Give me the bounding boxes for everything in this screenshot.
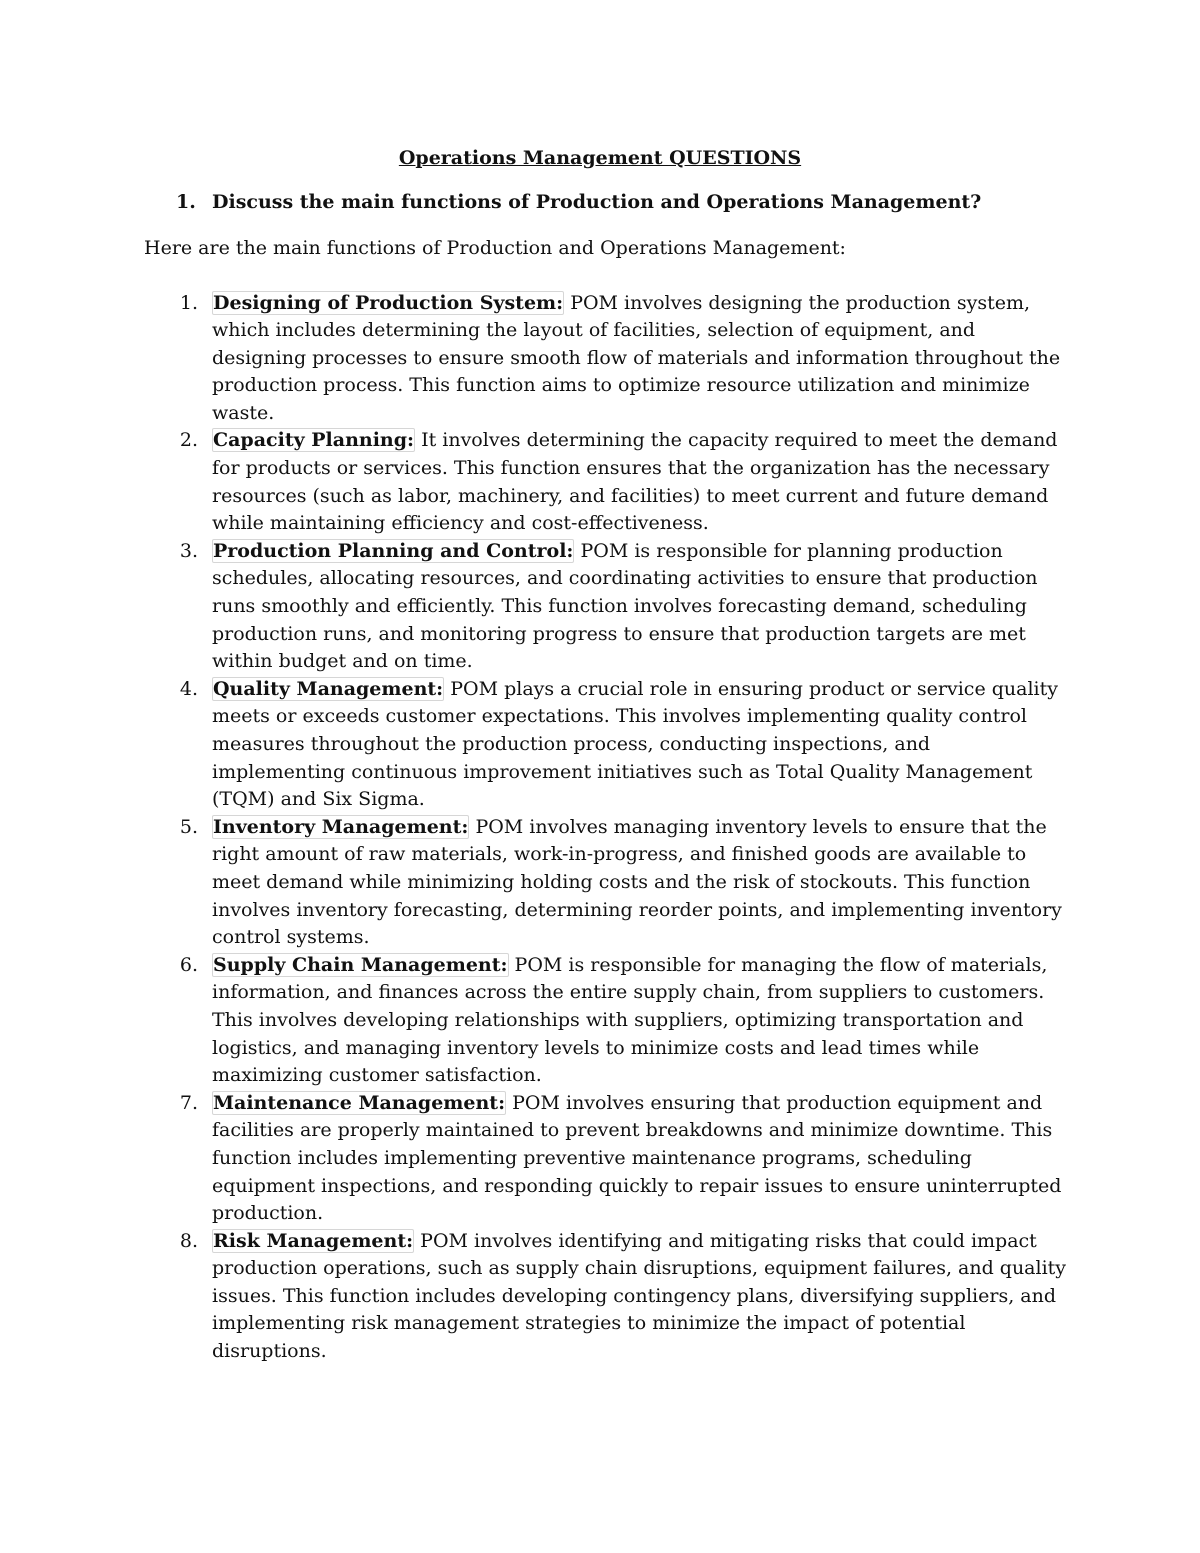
question-heading [176, 188, 981, 216]
list-item-text: POM involves designing the production system, which includes determining the layout of facilities, selection of equipment, and designing processes to ensure smooth flow of materials and information throughout the production process. This function aims to optimize resource utilization and minimize waste. [212, 291, 1061, 424]
list-item-number: 4. [179, 677, 198, 700]
list-item-number: 1. [179, 291, 198, 314]
question-number: 1. [176, 191, 196, 213]
intro-paragraph: Here are the main functions of Production and Operations Management: [144, 237, 846, 259]
list-item-term: Risk Management: [213, 1229, 414, 1252]
list-item-number: 5. [179, 815, 198, 838]
list-item-term: Capacity Planning: [213, 429, 415, 452]
list-item-term: Inventory Management: [213, 815, 469, 838]
list-item [168, 538, 1068, 676]
list-item [168, 952, 1068, 1090]
list-item-number: 3. [179, 539, 198, 562]
list-item-text: POM is responsible for managing the flow of materials, information, and finances across the entire supply chain, from suppliers to customers. This involves developing relationships with suppliers, optimizing transportation and logistics, and managing inventory levels to minimize costs and lead times while maximizing customer satisfaction. [212, 953, 1048, 1087]
list-item-term: Quality Management: [213, 677, 444, 700]
list-item-number: 8. [179, 1229, 198, 1252]
list-item-text: POM is responsible for planning production schedules, allocating resources, and coordinating activities to ensure that production runs smoothly and efficiently. This function involves forecasting demand, scheduling production runs, and monitoring progress to ensure that production targets are met within budget and on time. [212, 539, 1038, 673]
list-item-term: Designing of Production System: [213, 291, 564, 314]
list-item-term: Supply Chain Management: [213, 953, 508, 976]
functions-list [168, 290, 1068, 1366]
list-item-term: Production Planning and Control: [213, 539, 574, 562]
list-item-term: Maintenance Management: [213, 1091, 506, 1114]
list-item [168, 676, 1068, 814]
list-item [168, 1228, 1068, 1366]
list-item-number: 6. [179, 953, 198, 976]
list-item [168, 427, 1068, 537]
list-item [168, 1090, 1068, 1228]
list-item-text: POM involves managing inventory levels to ensure that the right amount of raw materials, work-in-progress, and finished goods are available to meet demand while minimizing holding costs and the risk of stockouts. This function involves inventory forecasting, determining reorder points, and implementing inventory control systems. [212, 815, 1062, 949]
list-item [168, 290, 1068, 428]
list-item-text: POM plays a crucial role in ensuring product or service quality meets or exceeds customer expectations. This involves implementing quality control measures throughout the production process, conducting inspections, and implementing continuous improvement initiatives such as Total Quality Management (TQM) and Six Sigma. [212, 677, 1058, 811]
list-item-text: POM involves ensuring that production equipment and facilities are properly maintained to prevent breakdowns and minimize downtime. This function includes implementing preventive maintenance programs, scheduling equipment inspections, and responding quickly to repair issues to ensure uninterrupted production. [212, 1091, 1062, 1225]
document-title: Operations Management QUESTIONS [398, 147, 802, 169]
list-item-number: 2. [179, 429, 198, 452]
list-item [168, 814, 1068, 952]
question-text: Discuss the main functions of Production and Operations Management? [212, 191, 982, 213]
list-item-text: POM involves identifying and mitigating risks that could impact production operations, such as supply chain disruptions, equipment failures, and quality issues. This function includes developing contingency plans, diversifying suppliers, and implementing risk management strategies to minimize the impact of potential disruptions. [212, 1229, 1067, 1363]
list-item-number: 7. [179, 1091, 198, 1114]
list-item-text: It involves determining the capacity required to meet the demand for products or services. This function ensures that the organization has the necessary resources (such as labor, machinery, and facilities) to meet current and future demand while maintaining efficiency and cost-effectiveness. [212, 429, 1058, 535]
